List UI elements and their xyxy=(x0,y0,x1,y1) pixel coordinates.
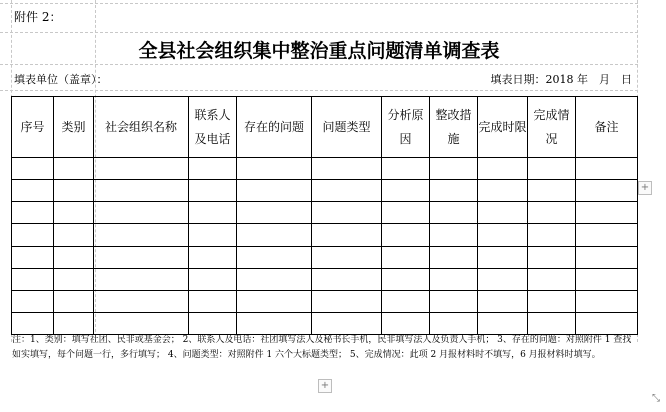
table-cell[interactable] xyxy=(382,158,430,180)
table-cell[interactable] xyxy=(12,224,54,246)
table-cell[interactable] xyxy=(478,312,528,334)
table-row xyxy=(12,312,638,334)
table-cell[interactable] xyxy=(478,290,528,312)
table-cell[interactable] xyxy=(576,224,638,246)
table-cell[interactable] xyxy=(478,246,528,268)
table-cell[interactable] xyxy=(528,268,576,290)
table-cell[interactable] xyxy=(12,268,54,290)
table-cell[interactable] xyxy=(94,158,189,180)
table-cell[interactable] xyxy=(312,180,382,202)
table-cell[interactable] xyxy=(189,224,237,246)
table-cell[interactable] xyxy=(576,202,638,224)
fill-date-label: 填表日期：2018 年 月 日 xyxy=(490,73,632,86)
table-cell[interactable] xyxy=(312,246,382,268)
table-row xyxy=(12,268,638,290)
table-cell[interactable] xyxy=(312,158,382,180)
table-cell[interactable] xyxy=(189,312,237,334)
table-cell[interactable] xyxy=(12,312,54,334)
table-cell[interactable] xyxy=(237,246,312,268)
table-cell[interactable] xyxy=(54,158,94,180)
header-cell[interactable]: 整改措施 xyxy=(430,97,478,158)
table-cell[interactable] xyxy=(12,290,54,312)
survey-table xyxy=(11,96,638,335)
table-cell[interactable] xyxy=(528,180,576,202)
table-cell[interactable] xyxy=(94,246,189,268)
table-cell[interactable] xyxy=(54,202,94,224)
table-cell[interactable] xyxy=(312,202,382,224)
table-cell[interactable] xyxy=(576,180,638,202)
table-cell[interactable] xyxy=(94,202,189,224)
resize-handle-icon[interactable]: ⤡ xyxy=(652,393,660,404)
header-cell[interactable]: 问题类型 xyxy=(312,97,382,158)
table-cell[interactable] xyxy=(528,312,576,334)
header-cell[interactable]: 分析原因 xyxy=(382,97,430,158)
grid-guide-line xyxy=(0,64,638,65)
table-cell[interactable] xyxy=(382,312,430,334)
table-cell[interactable] xyxy=(54,224,94,246)
header-cell[interactable]: 社会组织名称 xyxy=(94,97,189,158)
table-cell[interactable] xyxy=(12,202,54,224)
grid-guide-line xyxy=(0,3,638,4)
table-cell[interactable] xyxy=(528,202,576,224)
header-cell[interactable]: 联系人及电话 xyxy=(189,97,237,158)
table-cell[interactable] xyxy=(576,290,638,312)
table-cell[interactable] xyxy=(189,246,237,268)
table-cell[interactable] xyxy=(430,224,478,246)
table-cell[interactable] xyxy=(54,312,94,334)
grid-guide-line xyxy=(0,32,638,33)
table-row xyxy=(12,180,638,202)
table-cell[interactable] xyxy=(478,158,528,180)
header-cell[interactable]: 存在的问题 xyxy=(237,97,312,158)
table-cell[interactable] xyxy=(54,246,94,268)
table-cell[interactable] xyxy=(430,290,478,312)
table-cell[interactable] xyxy=(54,268,94,290)
grid-guide-line xyxy=(0,90,638,91)
table-cell[interactable] xyxy=(54,180,94,202)
table-cell[interactable] xyxy=(237,224,312,246)
header-cell[interactable]: 完成情况 xyxy=(528,97,576,158)
table-cell[interactable] xyxy=(94,312,189,334)
table-cell[interactable] xyxy=(430,202,478,224)
annex-label: 附件 2： xyxy=(14,10,62,24)
table-cell[interactable] xyxy=(576,158,638,180)
table-cell[interactable] xyxy=(312,224,382,246)
header-cell[interactable]: 类别 xyxy=(54,97,94,158)
table-header-row xyxy=(12,97,638,158)
header-cell[interactable]: 序号 xyxy=(12,97,54,158)
table-cell[interactable] xyxy=(237,312,312,334)
table-cell[interactable] xyxy=(382,180,430,202)
table-cell[interactable] xyxy=(382,268,430,290)
table-cell[interactable] xyxy=(528,246,576,268)
table-cell[interactable] xyxy=(94,224,189,246)
table-cell[interactable] xyxy=(478,202,528,224)
table-cell[interactable] xyxy=(528,158,576,180)
table-cell[interactable] xyxy=(94,290,189,312)
header-cell[interactable]: 备注 xyxy=(576,97,638,158)
table-cell[interactable] xyxy=(430,268,478,290)
table-row xyxy=(12,246,638,268)
table-cell[interactable] xyxy=(430,180,478,202)
table-cell[interactable] xyxy=(237,290,312,312)
table-cell[interactable] xyxy=(382,224,430,246)
table-cell[interactable] xyxy=(430,246,478,268)
table-cell[interactable] xyxy=(189,180,237,202)
table-cell[interactable] xyxy=(312,290,382,312)
table-cell[interactable] xyxy=(430,312,478,334)
table-cell[interactable] xyxy=(189,268,237,290)
table-cell[interactable] xyxy=(189,290,237,312)
table-row xyxy=(12,158,638,180)
table-cell[interactable] xyxy=(576,268,638,290)
table-cell[interactable] xyxy=(478,180,528,202)
table-cell[interactable] xyxy=(54,290,94,312)
table-cell[interactable] xyxy=(478,268,528,290)
table-cell[interactable] xyxy=(94,268,189,290)
table-cell[interactable] xyxy=(12,180,54,202)
table-cell[interactable] xyxy=(576,246,638,268)
fill-unit-label: 填表单位（盖章）： xyxy=(14,73,108,86)
table-cell[interactable] xyxy=(528,224,576,246)
table-cell[interactable] xyxy=(312,312,382,334)
header-cell[interactable]: 完成时限 xyxy=(478,97,528,158)
table-cell[interactable] xyxy=(189,202,237,224)
table-cell[interactable] xyxy=(478,224,528,246)
table-cell[interactable] xyxy=(237,202,312,224)
table-cell[interactable] xyxy=(12,158,54,180)
table-cell[interactable] xyxy=(312,268,382,290)
table-row xyxy=(12,290,638,312)
table-cell[interactable] xyxy=(576,312,638,334)
table-cell[interactable] xyxy=(430,158,478,180)
table-cell[interactable] xyxy=(382,246,430,268)
table-cell[interactable] xyxy=(189,158,237,180)
table-cell[interactable] xyxy=(382,202,430,224)
add-column-button[interactable]: + xyxy=(638,181,652,195)
table-cell[interactable] xyxy=(237,158,312,180)
add-row-button[interactable]: + xyxy=(318,379,332,393)
table-cell[interactable] xyxy=(237,180,312,202)
table-cell[interactable] xyxy=(94,180,189,202)
page-title: 全县社会组织集中整治重点问题清单调查表 xyxy=(138,40,500,62)
table-cell[interactable] xyxy=(237,268,312,290)
table-row xyxy=(12,202,638,224)
table-row xyxy=(12,224,638,246)
footnote: 注：1、类别：填写社团、民非或基金会； 2、联系人及电话：社团填写法人及秘书长手机，民非填写法人及负责人手机； 3、存在的问题：对照附件 1 查找如实填写，每个问题一行，多行填写； 4、问题类型：对照附件 1 六个大标题类型； 5、完成情况：此项 2 月报材料时不填写，6 月报材料时填写。 xyxy=(12,335,632,360)
table-cell[interactable] xyxy=(528,290,576,312)
table-cell[interactable] xyxy=(12,246,54,268)
table-cell[interactable] xyxy=(382,290,430,312)
